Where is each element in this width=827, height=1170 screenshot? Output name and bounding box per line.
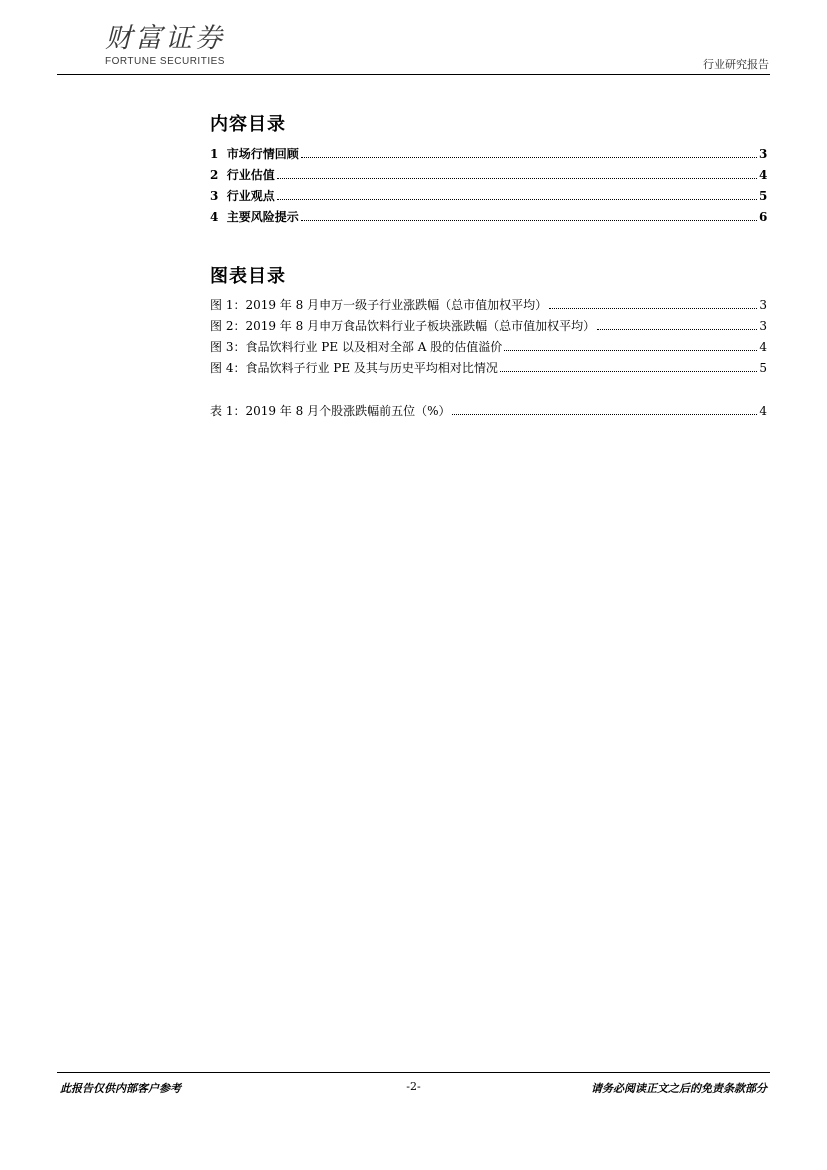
- table-entry-label: 表 1：2019 年 8 月个股涨跌幅前五位（%）: [210, 404, 451, 418]
- figure-entry[interactable]: [210, 338, 767, 359]
- figure-entry[interactable]: [210, 317, 767, 338]
- company-logo: [105, 24, 225, 67]
- figure-entry-label: 图 2：2019 年 8 月申万食品饮料行业子板块涨跌幅（总市值加权平均）: [210, 319, 596, 333]
- contents-title: 内容目录: [210, 114, 286, 135]
- tables-list: [210, 402, 767, 423]
- dot-leader: [452, 414, 757, 415]
- figure-entry-label: 图 4：食品饮料子行业 PE 及其与历史平均相对比情况: [210, 361, 498, 375]
- footer-divider: [57, 1072, 770, 1073]
- figures-title: 图表目录: [210, 266, 286, 287]
- dot-leader: [301, 220, 757, 221]
- toc-entry-label: 3 行业观点: [210, 189, 275, 203]
- toc-entry-label: 2 行业估值: [210, 168, 275, 182]
- toc-entry-label: 1 市场行情回顾: [210, 147, 299, 161]
- report-type: 行业研究报告: [703, 58, 769, 71]
- dot-leader: [301, 157, 757, 158]
- figures-list: [210, 296, 767, 380]
- figure-entry-label: 图 1：2019 年 8 月申万一级子行业涨跌幅（总市值加权平均）: [210, 298, 548, 312]
- toc-entry-label: 4 主要风险提示: [210, 210, 299, 224]
- toc-entry[interactable]: [210, 145, 767, 166]
- toc-entry-page: 3: [759, 147, 768, 161]
- dot-leader: [277, 178, 757, 179]
- figure-entry-page: 3: [759, 319, 767, 333]
- table-entry-page: 4: [759, 404, 767, 418]
- footer-disclaimer: 此报告仅供内部客户参考: [60, 1082, 181, 1095]
- dot-leader: [277, 199, 757, 200]
- toc-entry[interactable]: [210, 208, 767, 229]
- table-entry[interactable]: [210, 402, 767, 423]
- toc-entry-page: 6: [759, 210, 768, 224]
- contents-list: [210, 145, 767, 229]
- toc-entry[interactable]: [210, 187, 767, 208]
- logo-english: FORTUNE SECURITIES: [105, 56, 225, 67]
- figure-entry-page: 3: [759, 298, 767, 312]
- toc-entry-page: 4: [759, 168, 768, 182]
- toc-entry-page: 5: [759, 189, 768, 203]
- figure-entry[interactable]: [210, 359, 767, 380]
- dot-leader: [504, 350, 757, 351]
- figure-entry[interactable]: [210, 296, 767, 317]
- figure-entry-page: 5: [759, 361, 767, 375]
- dot-leader: [597, 329, 757, 330]
- dot-leader: [500, 371, 757, 372]
- header-divider: [57, 74, 770, 75]
- page-number: -2-: [406, 1080, 421, 1093]
- dot-leader: [549, 308, 757, 309]
- figure-entry-page: 4: [759, 340, 767, 354]
- figure-entry-label: 图 3：食品饮料行业 PE 以及相对全部 A 股的估值溢价: [210, 340, 503, 354]
- footer-notice: 请务必阅读正文之后的免责条款部分: [591, 1082, 767, 1095]
- toc-entry[interactable]: [210, 166, 767, 187]
- logo-chinese: 财富证券: [105, 23, 225, 54]
